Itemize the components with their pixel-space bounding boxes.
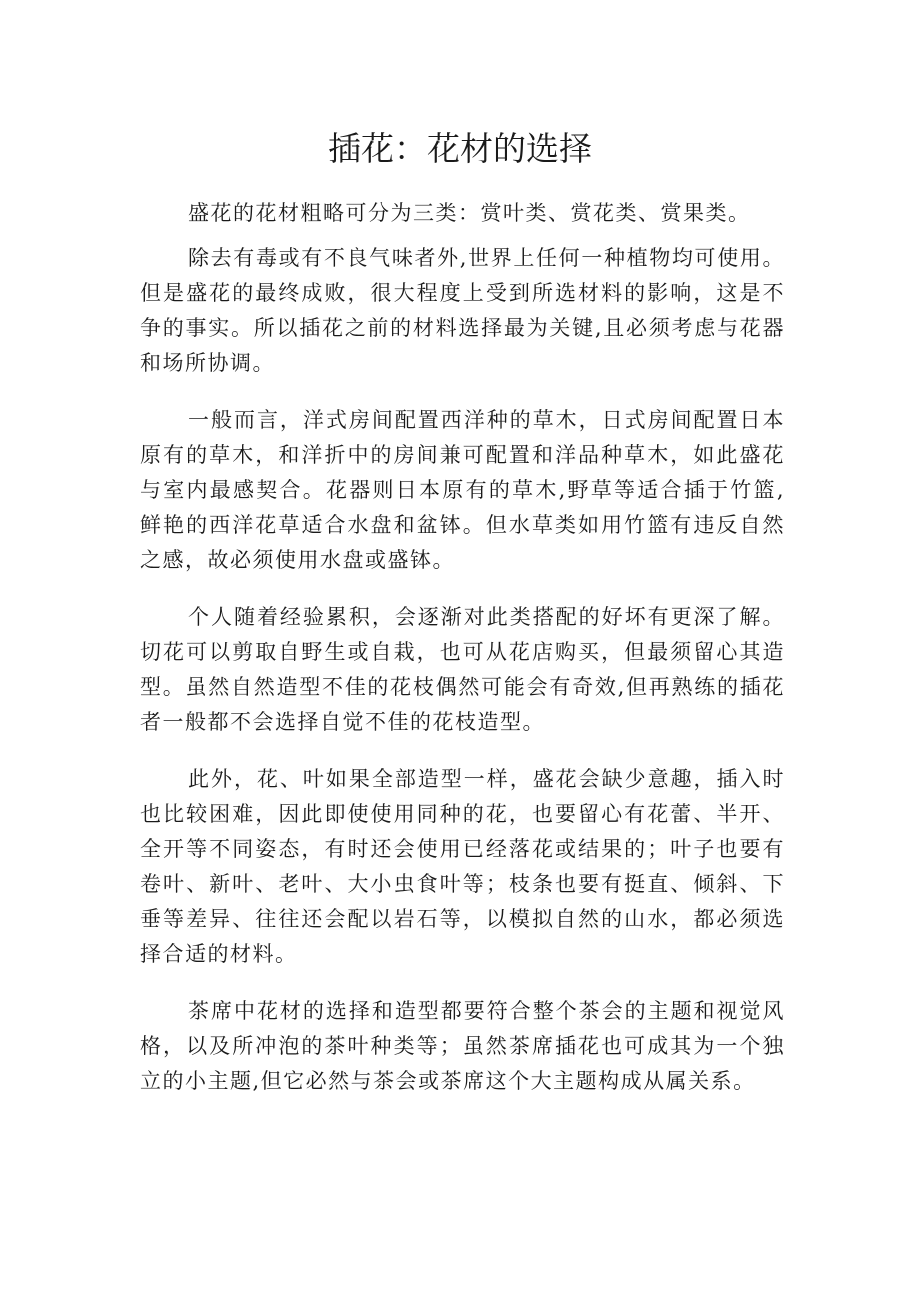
paragraph-experience: 个人随着经验累积，会逐渐对此类搭配的好坏有更深了解。切花可以剪取自野生或自栽，也可从花店购买，但最须留心其造型。虽然自然造型不佳的花枝偶然可能会有奇效,但再熟练的插花者一般都不会选择自觉不佳的花枝造型。 — [140, 605, 785, 734]
paragraph-room-matching: 一般而言，洋式房间配置西洋种的草木，日式房间配置日本原有的草木，和洋折中的房间兼可配置和洋品种草木，如此盛花与室内最感契合。花器则日本原有的草木,野草等适合插于竹篮,鲜艳的西洋花草适合水盘和盆钵。但水草类如用竹篮有违反自然之感，故必须使用水盘或盛钵。 — [140, 408, 785, 572]
paragraph-flower-categories: 盛花的花材粗略可分为三类：赏叶类、赏花类、赏果类。 — [188, 201, 751, 225]
paragraph-tea-ceremony: 茶席中花材的选择和造型都要符合整个茶会的主题和视觉风格，以及所冲泡的茶叶种类等；虽然茶席插花也可成其为一个独立的小主题,但它必然与茶会或茶席这个大主题构成从属关系。 — [140, 999, 785, 1093]
document-body — [140, 196, 785, 1121]
paragraph-material-selection: 除去有毒或有不良气味者外,世界上任何一种植物均可使用。但是盛花的最终成败，很大程度上受到所选材料的影响，这是不争的事实。所以插花之前的材料选择最为关键,且必须考虑与花器和场所协调。 — [140, 246, 785, 375]
document-title: 插花：花材的选择 — [328, 129, 592, 168]
paragraph-variety: 此外，花、叶如果全部造型一样，盛花会缺少意趣，插入时也比较困难，因此即使使用同种的花，也要留心有花蕾、半开、全开等不同姿态，有时还会使用已经落花或结果的；叶子也要有卷叶、新叶、老叶、大小虫食叶等；枝条也要有挺直、倾斜、下垂等差异、往往还会配以岩石等，以模拟自然的山水，都必须选择合适的材料。 — [140, 767, 785, 966]
